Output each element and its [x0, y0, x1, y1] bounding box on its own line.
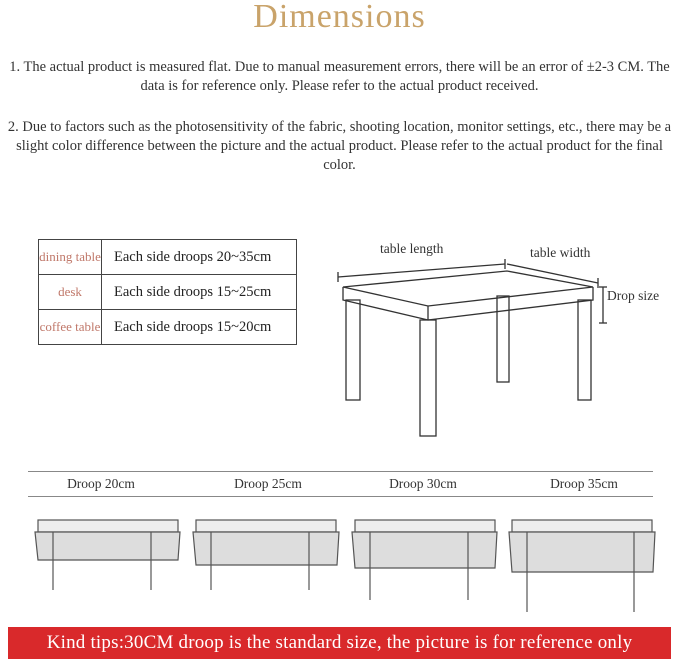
droop-label: Droop 20cm: [67, 476, 135, 491]
droop-divider-top: [28, 471, 653, 472]
table-type-cell: dining table: [39, 240, 102, 275]
table-type-cell: coffee table: [39, 310, 102, 345]
droop-illustration-20: [35, 520, 180, 590]
table-leg: [578, 300, 591, 400]
table-leg: [346, 300, 360, 400]
table-leg: [420, 320, 436, 436]
length-dimension-line: [338, 264, 505, 277]
note-2-text: 2. Due to factors such as the photosensitivity of the fabric, shooting location, monitor settings, etc., there may be a slight color difference between the picture and the actual product. Please refer to the actual product for the final color.: [7, 119, 672, 173]
table-leg: [497, 296, 509, 382]
width-label: table width: [530, 245, 591, 260]
page-title: Dimensions: [253, 0, 426, 35]
note-1-text: 1. The actual product is measured flat. Due to manual measurement errors, there will be an error of ±2-3 CM. The data is for reference only. Please refer to the actual product received.: [9, 59, 670, 94]
drop-label: Drop size: [607, 288, 660, 303]
table-droop-cell: Each side droops 15~20cm: [102, 310, 297, 345]
droop-label: Droop 30cm: [389, 476, 457, 491]
table-type-cell: desk: [39, 275, 102, 310]
table-droop-cell: Each side droops 15~25cm: [102, 275, 297, 310]
droop-illustration-25: [193, 520, 339, 590]
length-label: table length: [380, 241, 444, 256]
kind-tips-banner: Kind tips:30CM droop is the standard size, the picture is for reference only: [8, 627, 671, 659]
droop-label: Droop 35cm: [550, 476, 618, 491]
droop-divider-bottom: [28, 496, 653, 497]
droop-illustration-30: [352, 520, 497, 600]
table-droop-cell: Each side droops 20~35cm: [102, 240, 297, 275]
droop-illustration-35: [509, 520, 655, 612]
table-top: [343, 271, 593, 306]
droop-label: Droop 25cm: [234, 476, 302, 491]
